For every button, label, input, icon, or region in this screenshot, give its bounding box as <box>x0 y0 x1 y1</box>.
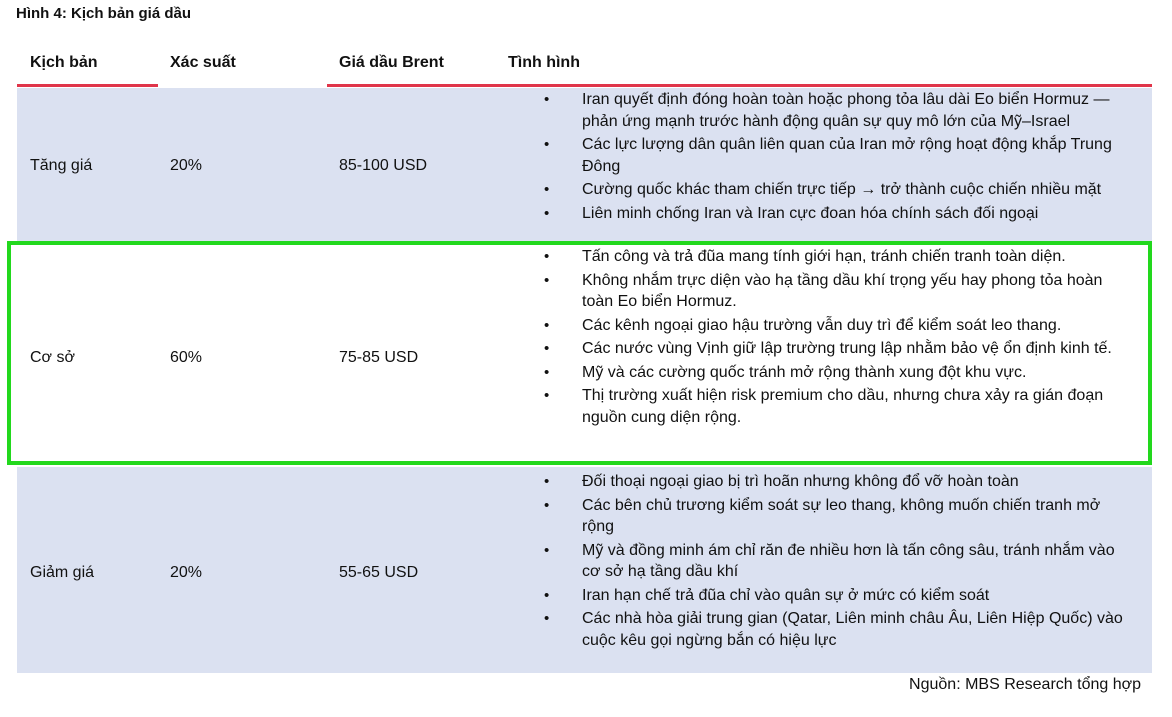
probability-cell: 20% <box>170 564 203 581</box>
column-header-probability: Xác suất <box>170 54 236 71</box>
situation-item: • Tấn công và trả đũa mang tính giới hạn, tránh chiến tranh toàn diện. <box>544 246 1124 268</box>
situation-item: • Các nước vùng Vịnh giữ lập trường trung lập nhằm bảo vệ ổn định kinh tế. <box>544 338 1124 360</box>
situation-item: • Thị trường xuất hiện risk premium cho dầu, nhưng chưa xảy ra gián đoạn nguồn cung diện rộng. <box>544 385 1124 428</box>
situation-item: • Mỹ và các cường quốc tránh mở rộng thành xung đột khu vực. <box>544 362 1124 384</box>
situation-list <box>544 471 1124 653</box>
column-header-situation: Tình hình <box>508 54 580 71</box>
situation-item: • Các bên chủ trương kiểm soát sự leo thang, không muốn chiến tranh mở rộng <box>544 495 1124 538</box>
situation-item: • Các lực lượng dân quân liên quan của Iran mở rộng hoạt động khắp Trung Đông <box>544 134 1124 177</box>
situation-item: • Mỹ và đồng minh ám chỉ răn đe nhiều hơn là tấn công sâu, tránh nhắm vào cơ sở hạ tầng dầu khí <box>544 540 1124 583</box>
situation-item: • Các nhà hòa giải trung gian (Qatar, Liên minh châu Âu, Liên Hiệp Quốc) vào cuộc kêu gọi ngừng bắn có hiệu lực <box>544 608 1124 651</box>
brent-price-cell: 55-65 USD <box>339 564 419 581</box>
brent-price-cell: 85-100 USD <box>339 157 428 174</box>
scenario-cell: Cơ sở <box>30 349 75 366</box>
table-header <box>17 42 1152 88</box>
situation-list <box>544 89 1124 226</box>
probability-cell: 20% <box>170 157 203 174</box>
situation-item: • Liên minh chống Iran và Iran cực đoan hóa chính sách đối ngoại <box>544 203 1124 225</box>
figure-title: Hình 4: Kịch bản giá dầu <box>16 5 192 22</box>
table-row-decrease <box>17 467 1152 673</box>
situation-item: • Các kênh ngoại giao hậu trường vẫn duy trì để kiểm soát leo thang. <box>544 315 1124 337</box>
brent-price-cell: 75-85 USD <box>339 349 419 366</box>
situation-item: • Đối thoại ngoại giao bị trì hoãn nhưng không đổ vỡ hoàn toàn <box>544 471 1124 493</box>
scenario-cell: Tăng giá <box>30 157 93 174</box>
situation-item: • Cường quốc khác tham chiến trực tiếp → trở thành cuộc chiến nhiều mặt <box>544 179 1124 201</box>
header-rule-scenario <box>17 84 158 87</box>
source-note: Nguồn: MBS Research tổng hợp <box>909 676 1141 693</box>
header-rule-price-situation <box>327 84 1152 87</box>
probability-cell: 60% <box>170 349 203 366</box>
situation-item: • Iran hạn chế trả đũa chỉ vào quân sự ở mức có kiểm soát <box>544 585 1124 607</box>
scenario-cell: Giảm giá <box>30 564 95 581</box>
situation-item: • Không nhắm trực diện vào hạ tầng dầu khí trọng yếu hay phong tỏa hoàn toàn Eo biển Hormuz. <box>544 270 1124 313</box>
situation-item: • Iran quyết định đóng hoàn toàn hoặc phong tỏa lâu dài Eo biển Hormuz — phản ứng mạnh trước hành động quân sự quy mô lớn của Mỹ–Israel <box>544 89 1124 132</box>
column-header-scenario: Kịch bản <box>30 54 98 71</box>
column-header-brent-price: Giá dầu Brent <box>339 54 444 71</box>
table-row-increase <box>17 88 1152 241</box>
base-scenario-highlight-box <box>7 241 1152 465</box>
